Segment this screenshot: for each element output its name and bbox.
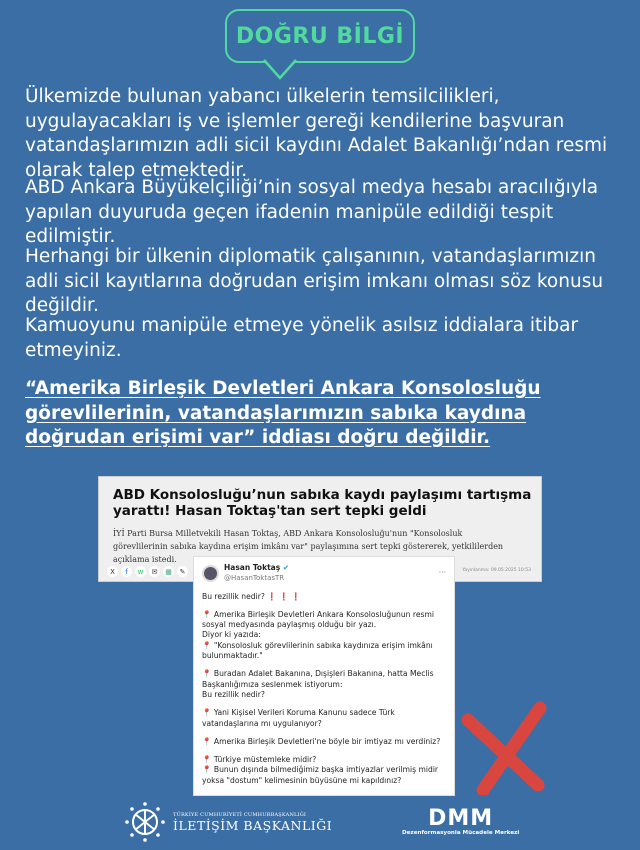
paragraph-1: Ülkemizde bulunan yabancı ülkelerin temsilcilikleri, uygulayacakları iş ve işlemler gereği kendilerine başvuran vatandaşlarımızın adli sicil kaydını Adalet Bakanlığı’ndan resmi olarak talep etmektedir. xyxy=(25,86,608,181)
tweet-line: Bu rezillik nedir? xyxy=(202,689,265,699)
tweet-line: 📍 Buradan Adalet Bakanına, Dışişleri Bakanına, hatta Meclis Başkanlığımıza seslenmek istiyorum: xyxy=(202,669,434,689)
tweet-body xyxy=(202,592,446,786)
iletisim-baskanligi-logo xyxy=(125,802,332,842)
x-icon: X xyxy=(107,566,118,577)
article-summary: İYİ Parti Bursa Milletvekili Hasan Toktaş, ABD Ankara Konsolosluğu'nun "Konsolosluk görevlilerinin sabıka kaydına erişim imkânı var" paylaşımına sert tepki göstererek, yetkililerden açıklama istedi. xyxy=(113,529,504,564)
paragraph-2: ABD Ankara Büyükelçiliği’nin sosyal medya hesabı aracılığıyla yapılan duyuruda geçen ifadenin manipüle edildiği tespit edilmiştir. xyxy=(25,177,599,247)
tweet-line xyxy=(202,729,446,737)
speech-bubble-tail xyxy=(262,58,302,82)
article-headline: ABD Konsolosluğu’nun sabıka kaydı paylaşımı tartışma yarattı! Hasan Toktaş'tan sert tepki geldi xyxy=(113,487,532,519)
tweet-line xyxy=(202,747,446,755)
tweet-line: 📍 Türkiye müstemleke midir? xyxy=(202,755,317,765)
iletisim-emblem-icon xyxy=(125,802,165,842)
tweet-line xyxy=(202,602,446,610)
tweet-line: Diyor ki yazıda: xyxy=(202,630,261,640)
org-big-label: İLETİŞİM BAŞKANLIĞI xyxy=(173,817,333,833)
whatsapp-icon: w xyxy=(135,566,146,577)
tweet-line xyxy=(202,700,446,708)
dmm-sub-label: Dezenformasyonla Mücadele Merkezi xyxy=(402,830,520,836)
org-small-label: TÜRKİYE CUMHURİYETİ CUMHURBAŞKANLIĞI xyxy=(173,811,307,818)
badge-label: DOĞRU BİLGİ xyxy=(235,23,405,49)
false-cross-icon xyxy=(458,700,548,795)
publish-date: Yayınlanma: 09.05.2025 10:53 xyxy=(462,568,531,573)
dogru-bilgi-badge xyxy=(225,9,415,63)
tweet-line: 📍 "Konsolosluk görevlilerinin sabıka kaydınıza erişim imkânı bulunmaktadır." xyxy=(202,640,433,661)
facebook-icon: f xyxy=(121,566,132,577)
tweet-author-name: Hasan Toktaş xyxy=(224,563,281,572)
tweet-line: 📍 Amerika Birleşik Devletleri'ne böyle bir imtiyaz mı verdiniz? xyxy=(202,736,441,746)
tweet-author xyxy=(224,563,289,573)
conclusion: “Amerika Birleşik Devletleri Ankara Konsolosluğu görevlilerinin, vatandaşlarımızın sabıka kaydına doğrudan erişimi var” iddiası doğru değildir. xyxy=(25,378,541,448)
tweet-line: 📍 Bunun dışında bilmediğimiz başka imtiyazlar verilmiş midir yoksa "dostum" kelimesinin büyüsüne mi kapıldınız? xyxy=(202,765,439,785)
paragraph-4: Kamuoyunu manipüle etmeye yönelik asılsız iddialara itibar etmeyiniz. xyxy=(25,315,579,361)
calendar-icon: ▦ xyxy=(163,566,174,577)
tweet-line: 📍 Amerika Birleşik Devletleri Ankara Konsolosluğunun resmi sosyal medyasında paylaşmış olduğu bir yazı. xyxy=(202,609,434,630)
avatar xyxy=(202,565,219,582)
tweet-line: Bu rezillik nedir? ❗ ❗ ❗ xyxy=(202,591,301,601)
dmm-label: DMM xyxy=(428,806,494,831)
tweet-line: 📍 Yani Kişisel Verileri Koruma Kanunu sadece Türk vatandaşlarına mı uygulanıyor? xyxy=(202,708,395,728)
edit-icon: ✎ xyxy=(177,566,188,577)
paragraph-3: Herhangi bir ülkenin diplomatik çalışanının, vatandaşlarımızın adli sicil kayıtlarına doğrudan erişim imkanı olması söz konusu değildir. xyxy=(25,246,604,316)
tweet-line xyxy=(202,661,446,669)
tweet-handle: @HasanToktasTR xyxy=(224,574,285,583)
mail-icon: ✉ xyxy=(149,566,160,577)
dmm-logo xyxy=(402,808,519,836)
share-icons xyxy=(107,566,188,577)
more-icon: ··· xyxy=(438,568,446,578)
verified-icon: ✔ xyxy=(282,563,290,572)
tweet-card xyxy=(193,556,455,796)
